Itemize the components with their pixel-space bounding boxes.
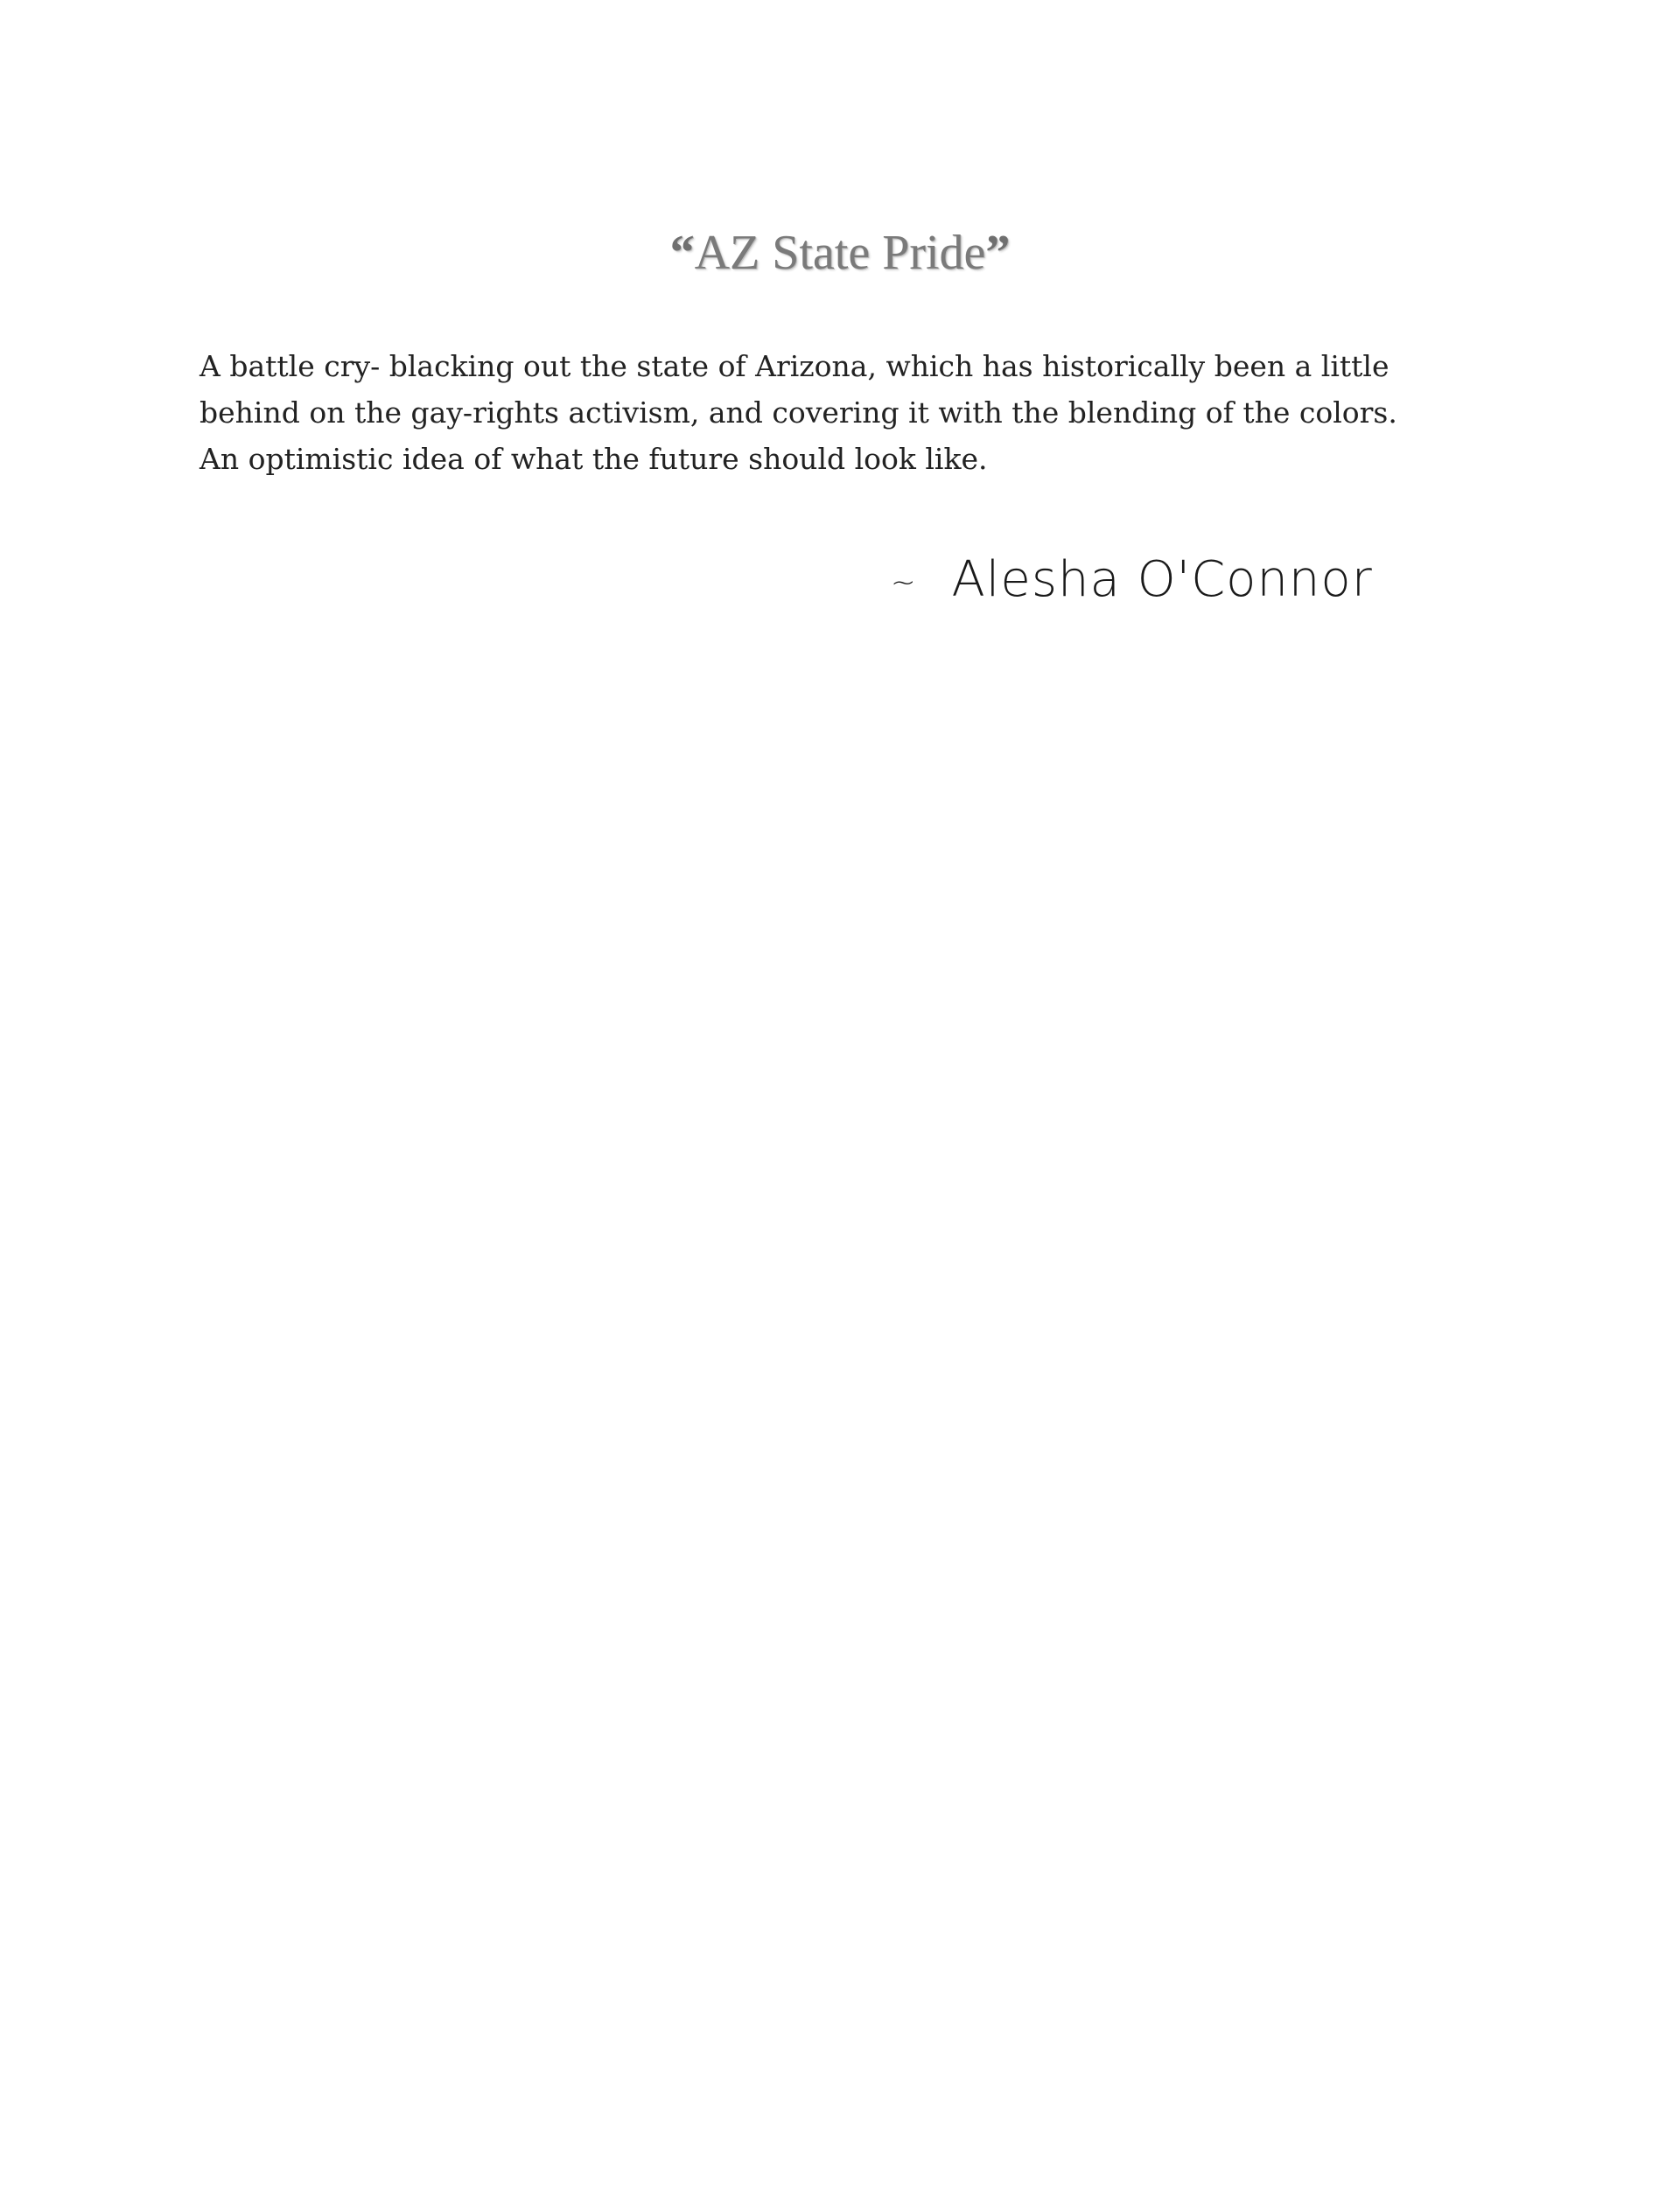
author-signature bbox=[891, 541, 1503, 622]
body-paragraph bbox=[200, 343, 1564, 482]
body-line-2: behind on the gay-rights activism, and covering it with the blending of the colors. bbox=[200, 395, 1397, 430]
title-close-quote: ” bbox=[985, 226, 1011, 280]
title-text: AZ State Pride bbox=[694, 226, 986, 280]
signature-name: Alesha O'Connor bbox=[951, 551, 1373, 608]
page-title bbox=[0, 222, 1680, 283]
signature-dash: ~ bbox=[891, 564, 917, 600]
title-open-quote: “ bbox=[669, 226, 695, 280]
body-line-3: An optimistic idea of what the future should look like. bbox=[200, 442, 988, 476]
body-line-1: A battle cry- blacking out the state of Arizona, which has historically been a little bbox=[200, 349, 1390, 383]
